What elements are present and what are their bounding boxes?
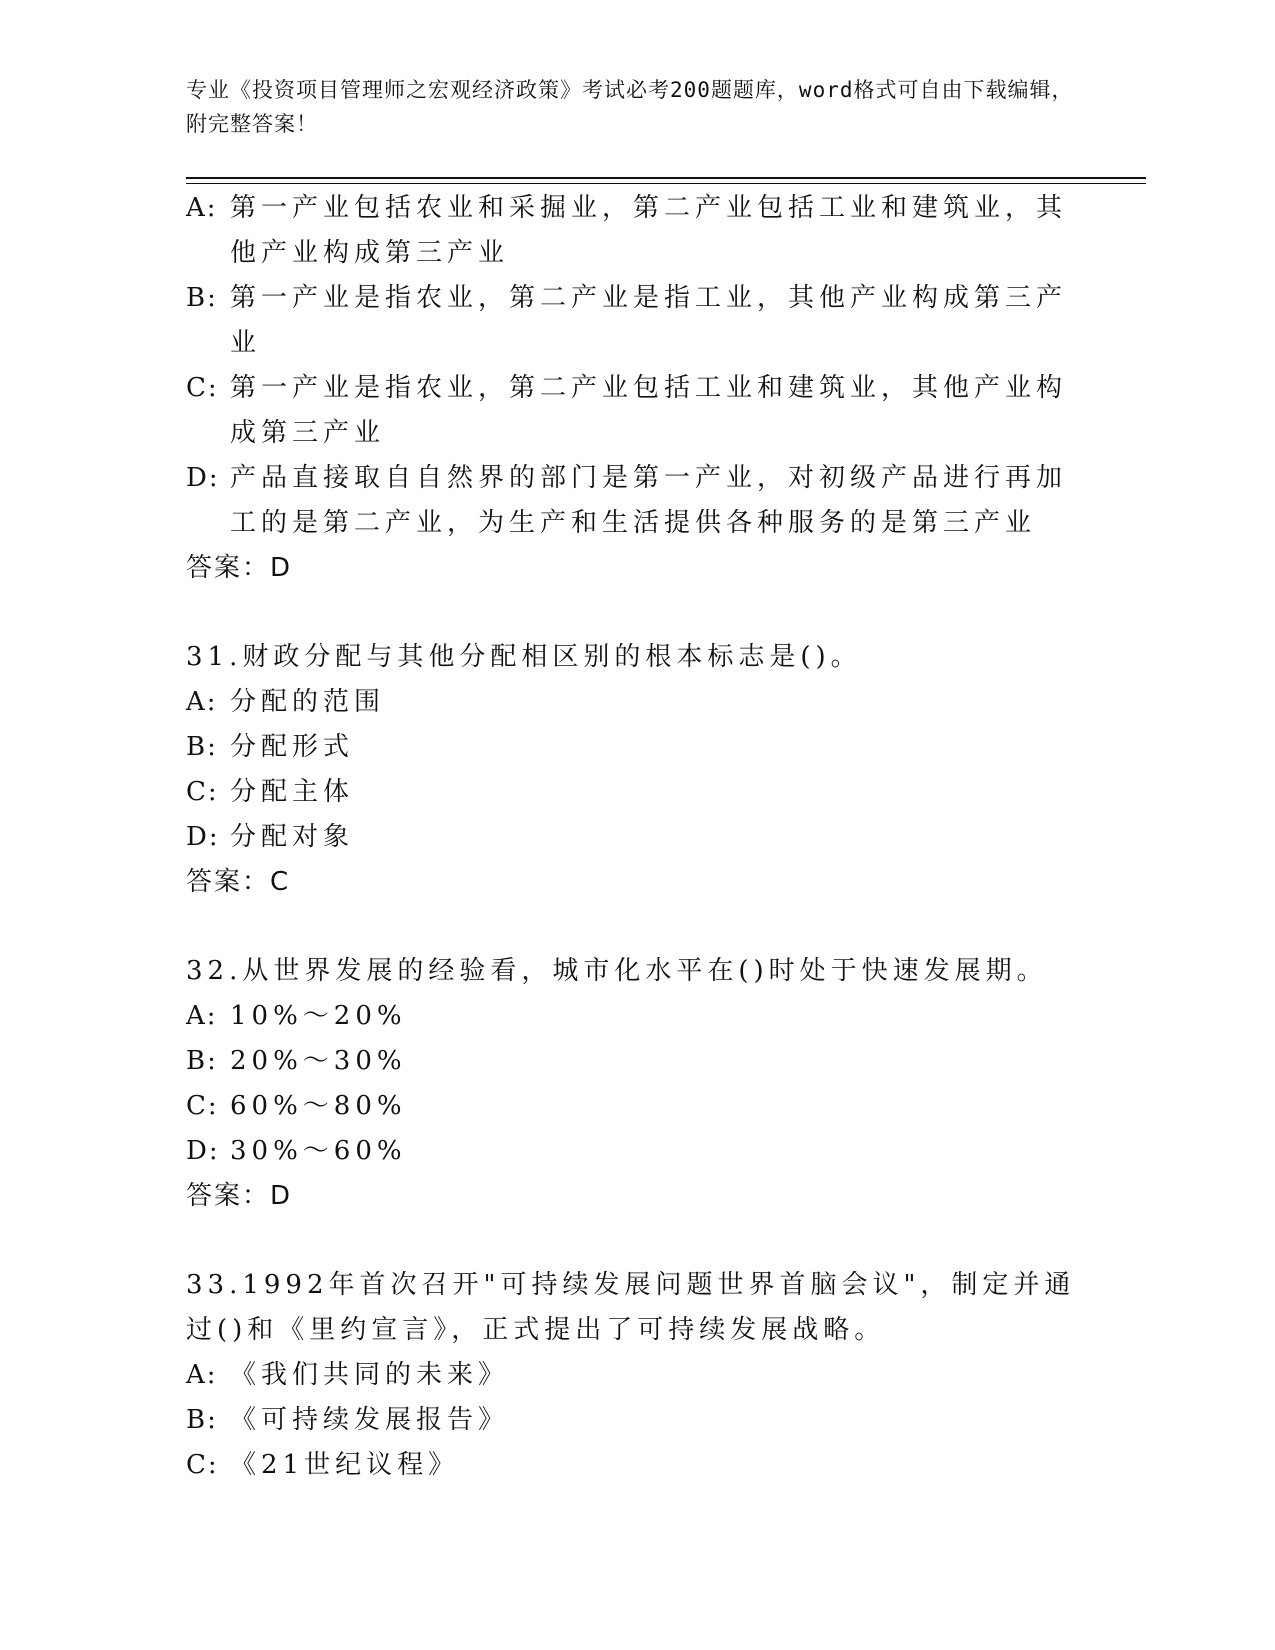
option-text: 产品直接取自自然界的部门是第一产业，对初级产品进行再加工的是第二产业，为生产和生活提供各种服务的是第三产业	[230, 463, 1068, 538]
option-text: 10%～20%	[230, 1001, 407, 1031]
option-b	[186, 1398, 1086, 1443]
option-d	[186, 815, 1086, 860]
option-d	[186, 456, 1086, 546]
option-text: 《我们共同的未来》	[230, 1360, 510, 1390]
option-letter: B:	[186, 1046, 218, 1076]
question-block-32	[186, 949, 1086, 1219]
option-letter: A:	[186, 1001, 218, 1031]
option-letter: A:	[186, 1360, 218, 1390]
option-a	[186, 186, 1086, 276]
option-text: 分配主体	[230, 777, 355, 807]
option-letter: C:	[186, 1450, 219, 1480]
question-block-continued	[186, 186, 1086, 591]
answer-line: 答案：D	[186, 553, 293, 583]
document-header: 专业《投资项目管理师之宏观经济政策》考试必考200题题库，word格式可自由下载编辑，附完整答案！	[186, 78, 1074, 136]
option-text: 第一产业是指农业，第二产业是指工业，其他产业构成第三产业	[230, 283, 1068, 358]
option-letter: C:	[186, 373, 219, 403]
option-letter: A:	[186, 193, 218, 223]
option-text: 《可持续发展报告》	[230, 1405, 510, 1435]
answer-line: 答案：D	[186, 1181, 293, 1211]
option-c	[186, 1084, 1086, 1129]
option-text: 《21世纪议程》	[230, 1450, 460, 1480]
option-b	[186, 725, 1086, 770]
option-text: 分配的范围	[230, 687, 386, 717]
option-letter: B:	[186, 283, 218, 313]
option-c	[186, 1443, 1086, 1488]
option-d	[186, 1129, 1086, 1174]
option-b	[186, 276, 1086, 366]
option-c	[186, 770, 1086, 815]
option-b	[186, 1039, 1086, 1084]
option-text: 分配对象	[230, 822, 355, 852]
option-letter: B:	[186, 732, 218, 762]
question-block-31	[186, 635, 1086, 905]
question-block-33	[186, 1263, 1086, 1488]
option-letter: D:	[186, 1136, 220, 1166]
question-stem: 32.从世界发展的经验看，城市化水平在()时处于快速发展期。	[186, 956, 1048, 986]
spacer	[186, 1219, 1086, 1263]
option-letter: C:	[186, 777, 219, 807]
option-a	[186, 680, 1086, 725]
option-text: 30%～60%	[230, 1136, 407, 1166]
option-letter: D:	[186, 822, 220, 852]
option-a	[186, 994, 1086, 1039]
option-text: 60%～80%	[230, 1091, 407, 1121]
option-a	[186, 1353, 1086, 1398]
option-text: 第一产业包括农业和采掘业，第二产业包括工业和建筑业，其他产业构成第三产业	[230, 193, 1068, 268]
question-stem: 33.1992年首次召开"可持续发展问题世界首脑会议"，制定并通过()和《里约宣言》，正式提出了可持续发展战略。	[186, 1270, 1076, 1345]
option-text: 分配形式	[230, 732, 355, 762]
option-text: 20%～30%	[230, 1046, 407, 1076]
document-body	[186, 186, 1086, 1488]
option-letter: C:	[186, 1091, 219, 1121]
option-letter: B:	[186, 1405, 218, 1435]
header-divider	[186, 177, 1146, 184]
option-c	[186, 366, 1086, 456]
option-text: 第一产业是指农业，第二产业包括工业和建筑业，其他产业构成第三产业	[230, 373, 1068, 448]
option-letter: A:	[186, 687, 218, 717]
option-letter: D:	[186, 463, 220, 493]
question-stem: 31.财政分配与其他分配相区别的根本标志是()。	[186, 642, 862, 672]
answer-line: 答案：C	[186, 867, 291, 897]
spacer	[186, 591, 1086, 635]
spacer	[186, 905, 1086, 949]
